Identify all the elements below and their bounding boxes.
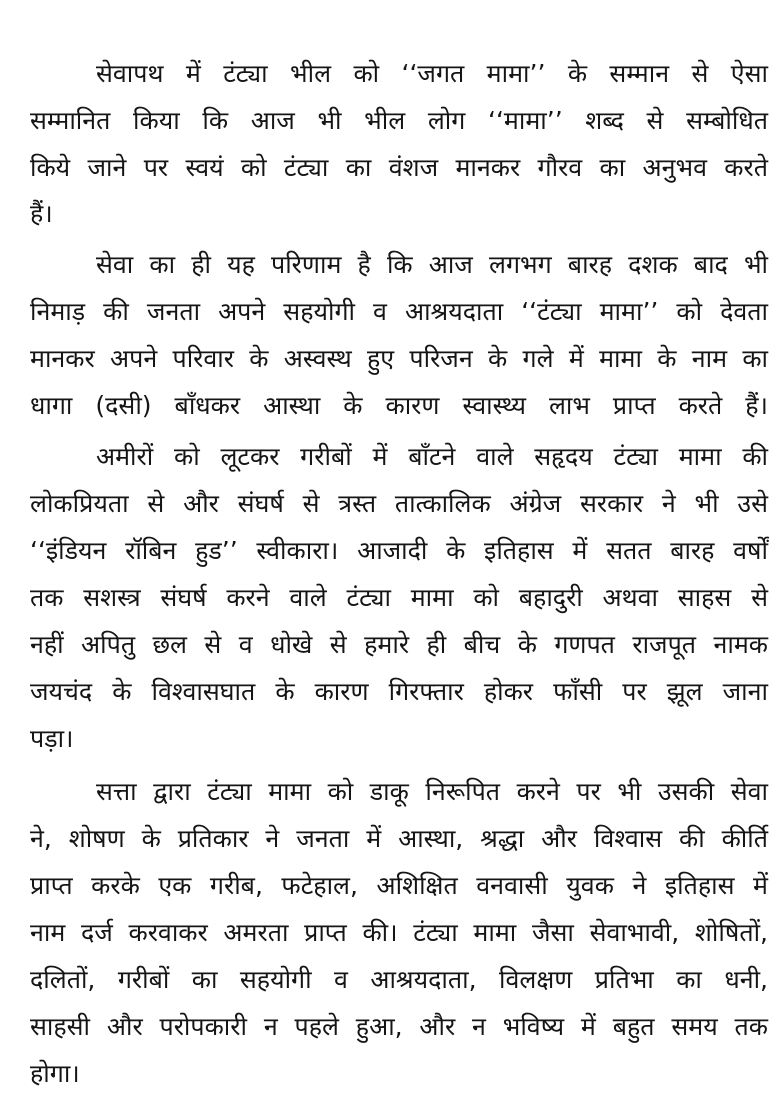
text-line: दलितों, गरीबों का सहयोगी व आश्रयदाता, विलक्षण प्रतिभा का धनी, bbox=[30, 965, 768, 994]
text-line: निमाड़ की जनता अपने सहयोगी व आश्रयदाता ‘‘टंट्या मामा’’ को देवता bbox=[30, 297, 768, 326]
text-line: साहसी और परोपकारी न पहले हुआ, और न भविष्य में बहुत समय तक bbox=[30, 1012, 768, 1041]
text-line: जयचंद के विश्वासघात के कारण गिरफ्तार होकर फाँसी पर झूल जाना bbox=[30, 677, 768, 706]
text-line: होगा। bbox=[30, 1059, 80, 1088]
text-line: तक सशस्त्र संघर्ष करने वाले टंट्या मामा को बहादुरी अथवा साहस से bbox=[30, 583, 768, 612]
text-line: प्राप्त करके एक गरीब, फटेहाल, अशिक्षित वनवासी युवक ने इतिहास में bbox=[30, 871, 768, 900]
text-line: ने, शोषण के प्रतिकार ने जनता में आस्था, श्रद्धा और विश्वास की कीर्ति bbox=[30, 824, 768, 853]
text-line: किये जाने पर स्वयं को टंट्या का वंशज मानकर गौरव का अनुभव करते bbox=[30, 153, 768, 182]
text-line: नहीं अपितु छल से व धोखे से हमारे ही बीच के गणपत राजपूत नामक bbox=[30, 630, 768, 659]
text-line: सत्ता द्वारा टंट्या मामा को डाकू निरूपित करने पर भी उसकी सेवा bbox=[96, 777, 768, 806]
text-line: ‘‘इंडियन रॉबिन हुड’’ स्वीकारा। आजादी के इतिहास में सतत बारह वर्षों bbox=[30, 536, 768, 565]
text-line: लोकप्रियता से और संघर्ष से त्रस्त तात्कालिक अंग्रेज सरकार ने भी उसे bbox=[30, 489, 768, 518]
text-line: धागा (दसी) बाँधकर आस्था के कारण स्वास्थ्य लाभ प्राप्त करते हैं। bbox=[30, 391, 768, 420]
text-line: अमीरों को लूटकर गरीबों में बाँटने वाले सहृदय टंट्या मामा की bbox=[96, 442, 768, 471]
text-line: हैं। bbox=[30, 199, 53, 228]
text-line: सम्मानित किया कि आज भी भील लोग ‘‘मामा’’ शब्द से सम्बोधित bbox=[30, 106, 768, 135]
text-line: मानकर अपने परिवार के अस्वस्थ हुए परिजन के गले में मामा के नाम का bbox=[30, 344, 768, 373]
text-line: सेवापथ में टंट्या भील को ‘‘जगत मामा’’ के सम्मान से ऐसा bbox=[96, 59, 768, 88]
text-line: पड़ा। bbox=[30, 724, 74, 753]
text-line: सेवा का ही यह परिणाम है कि आज लगभग बारह दशक बाद भी bbox=[96, 250, 768, 279]
text-line: नाम दर्ज करवाकर अमरता प्राप्त की। टंट्या मामा जैसा सेवाभावी, शोषितों, bbox=[30, 918, 768, 947]
